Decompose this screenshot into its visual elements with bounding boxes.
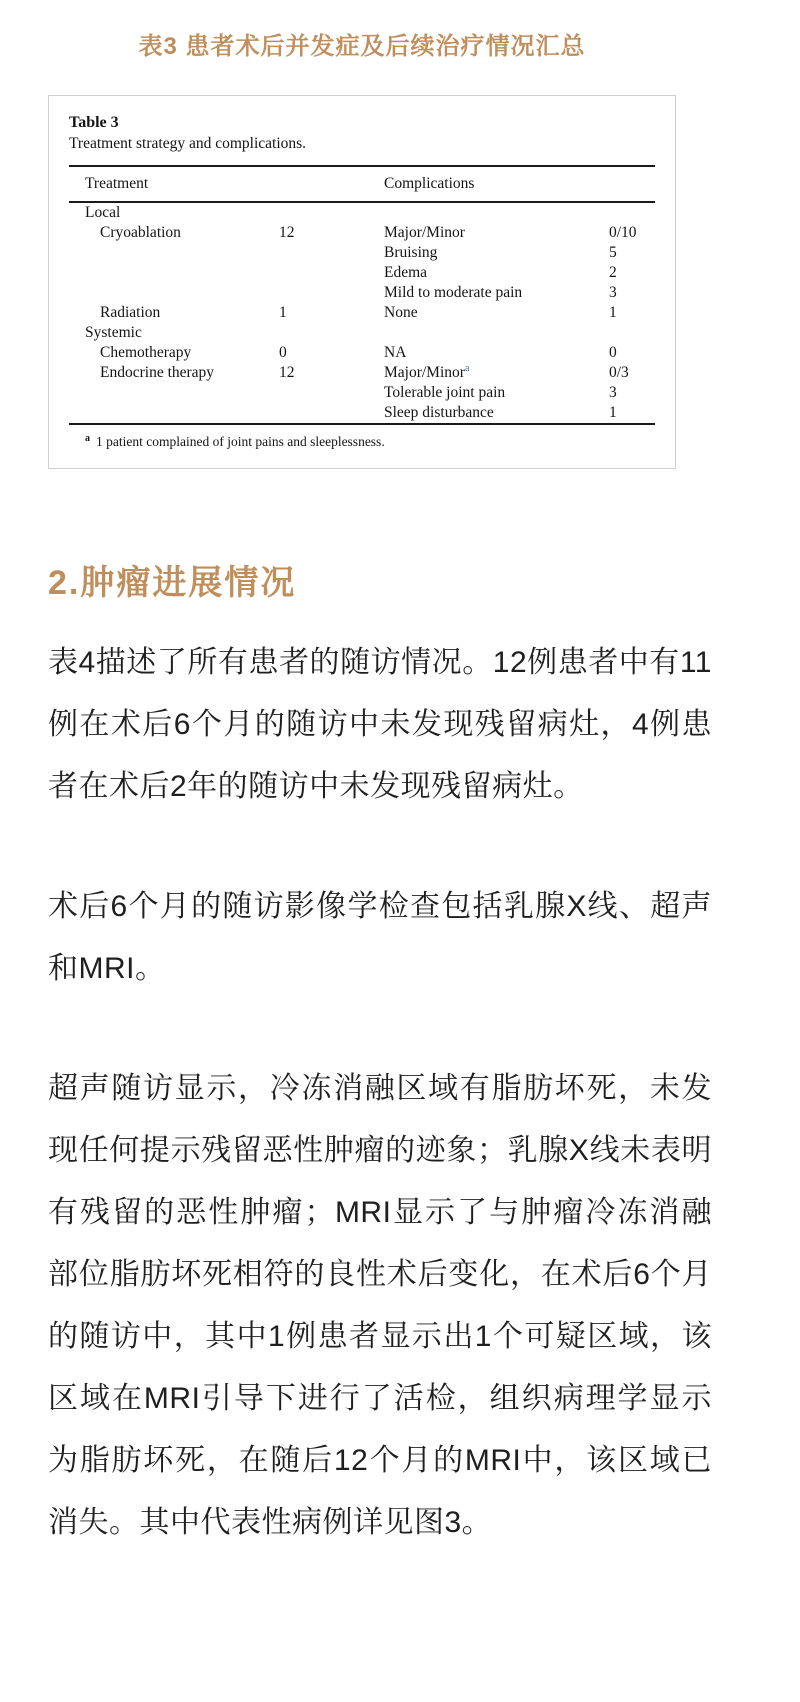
cell-complication: Tolerable joint pain — [384, 384, 506, 401]
table-footnote — [69, 434, 655, 450]
table-label: Table 3 — [69, 114, 119, 131]
cell-treatment — [69, 263, 279, 283]
table-row — [69, 343, 655, 363]
cell-value: 3 — [609, 284, 617, 301]
table-row — [69, 283, 655, 303]
cell-complication: NA — [384, 344, 407, 361]
footnote-ref: a — [464, 362, 470, 374]
column-header-complications: Complications — [384, 175, 475, 192]
table-body — [69, 203, 655, 423]
table-row — [69, 303, 655, 323]
cell-treatment: Systemic — [85, 324, 142, 341]
cell-count — [279, 203, 384, 223]
cell-treatment: Cryoablation — [100, 224, 181, 241]
cell-complication — [384, 323, 609, 343]
table-header-row — [69, 167, 655, 201]
footnote-text: 1 patient complained of joint pains and sleeplessness. — [96, 434, 385, 449]
cell-treatment: Radiation — [100, 304, 161, 321]
cell-treatment: Endocrine therapy — [100, 364, 215, 381]
cell-count — [279, 403, 384, 423]
cell-complication: Major/Minor — [384, 224, 465, 241]
section-heading: 2.肿瘤进展情况 — [48, 564, 297, 602]
cell-value: 3 — [609, 384, 617, 401]
column-header-treatment: Treatment — [85, 175, 149, 192]
cell-treatment — [69, 283, 279, 303]
cell-value: 0/3 — [609, 364, 629, 381]
column-header-count-spacer — [279, 175, 384, 193]
table-row — [69, 323, 655, 343]
column-header-value-spacer — [609, 175, 655, 193]
table-rule-bottom — [69, 423, 655, 425]
cell-count — [279, 263, 384, 283]
cell-treatment — [69, 243, 279, 263]
cell-value: 0/10 — [609, 224, 637, 241]
cell-value — [609, 323, 655, 343]
table-row — [69, 223, 655, 243]
article-body — [48, 632, 712, 1554]
table-row — [69, 243, 655, 263]
page-title: 表3 患者术后并发症及后续治疗情况汇总 — [138, 33, 586, 60]
cell-complication: Edema — [384, 264, 428, 281]
table-row — [69, 263, 655, 283]
cell-complication: Major/Minor$^a$ — [384, 362, 470, 381]
cell-count — [279, 323, 384, 343]
cell-value: 5 — [609, 244, 617, 261]
cell-complication: None — [384, 304, 418, 321]
paragraph: 表4描述了所有患者的随访情况。12例患者中有11例在术后6个月的随访中未发现残留病灶，4例患者在术后2年的随访中未发现残留病灶。 — [48, 646, 712, 803]
cell-count: 0 — [279, 344, 287, 361]
table-row — [69, 203, 655, 223]
cell-value: 1 — [609, 304, 617, 321]
cell-complication: Sleep disturbance — [384, 404, 494, 421]
cell-count: 12 — [279, 224, 295, 241]
table-row — [69, 383, 655, 403]
paragraph: 术后6个月的随访影像学检查包括乳腺X线、超声和MRI。 — [48, 890, 712, 985]
cell-complication: Bruising — [384, 244, 438, 261]
cell-value: 0 — [609, 344, 617, 361]
cell-treatment — [69, 383, 279, 403]
cell-count: 1 — [279, 304, 287, 321]
table-row — [69, 363, 655, 383]
cell-count: 12 — [279, 364, 295, 381]
cell-value — [609, 203, 655, 223]
cell-value: 1 — [609, 404, 617, 421]
cell-treatment: Chemotherapy — [100, 344, 192, 361]
cell-complication — [384, 203, 609, 223]
cell-complication: Mild to moderate pain — [384, 284, 523, 301]
cell-count — [279, 243, 384, 263]
paragraph: 超声随访显示，冷冻消融区域有脂肪坏死，未发现任何提示残留恶性肿瘤的迹象；乳腺X线未表明有残留的恶性肿瘤；MRI显示了与肿瘤冷冻消融部位脂肪坏死相符的良性术后变化，在术后6个月的随访中，其中1例患者显示出1个可疑区域，该区域在MRI引导下进行了活检，组织病理学显示为脂肪坏死，在随后12个月的MRI中，该区域已消失。其中代表性病例详见图3。 — [48, 1072, 712, 1539]
cell-treatment: Local — [85, 204, 121, 221]
cell-count — [279, 283, 384, 303]
table3-figure — [48, 95, 676, 469]
table-row — [69, 403, 655, 423]
footnote-marker: a — [85, 432, 90, 444]
cell-count — [279, 383, 384, 403]
cell-value: 2 — [609, 264, 617, 281]
cell-treatment — [69, 403, 279, 423]
table-caption: Treatment strategy and complications. — [69, 135, 307, 152]
